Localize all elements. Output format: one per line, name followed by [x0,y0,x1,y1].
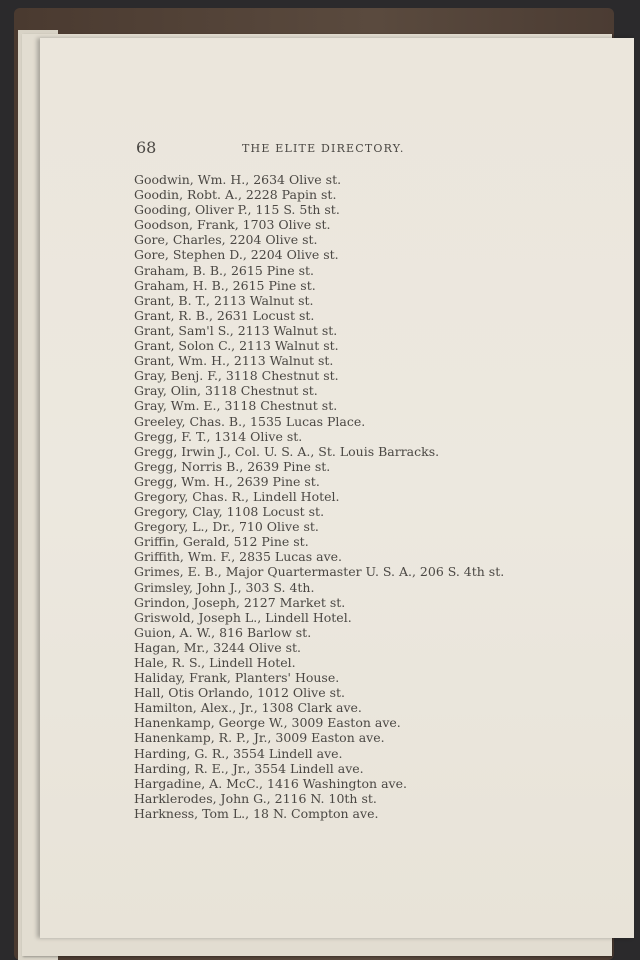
directory-entry: Gregory, L., Dr., 710 Olive st. [134,519,319,535]
directory-entry: Grant, Sam'l S., 2113 Walnut st. [134,322,338,338]
directory-entry: Hanenkamp, George W., 3009 Easton ave. [134,715,401,731]
directory-entry: Grimes, E. B., Major Quartermaster U. S. A., 206 S. 4th st. [134,564,505,580]
directory-entry: Hall, Otis Orlando, 1012 Olive st. [134,685,346,701]
directory-entry: Gregg, Norris B., 2639 Pine st. [134,458,331,474]
directory-entry: Guion, A. W., 816 Barlow st. [134,624,312,640]
directory-entry: Grindon, Joseph, 2127 Market st. [134,594,346,610]
directory-entry: Grant, R. B., 2631 Locust st. [134,307,315,323]
directory-entry: Hamilton, Alex., Jr., 1308 Clark ave. [134,700,362,716]
directory-entry: Haliday, Frank, Planters' House. [134,670,340,686]
directory-entry: Grant, B. T., 2113 Walnut st. [134,292,314,308]
directory-entry: Hale, R. S., Lindell Hotel. [134,655,296,670]
directory-entry: Grimsley, John J., 303 S. 4th. [134,579,315,595]
directory-entry: Griffin, Gerald, 512 Pine st. [134,534,309,550]
directory-entry: Grant, Wm. H., 2113 Walnut st. [134,353,334,369]
directory-entry: Hargadine, A. McC., 1416 Washington ave. [134,775,407,791]
directory-entry: Hagan, Mr., 3244 Olive st. [134,639,301,655]
directory-entry: Harding, G. R., 3554 Lindell ave. [134,745,343,761]
directory-entry: Gooding, Oliver P., 115 S. 5th st. [134,202,340,218]
directory-entry: Greeley, Chas. B., 1535 Lucas Place. [134,413,366,429]
directory-entries [134,172,554,821]
directory-page [40,38,634,938]
directory-entry: Graham, B. B., 2615 Pine st. [134,262,314,278]
directory-entry: Griffith, Wm. F., 2835 Lucas ave. [134,549,343,565]
directory-entry: Gore, Stephen D., 2204 Olive st. [134,247,339,263]
directory-entry: Harding, R. E., Jr., 3554 Lindell ave. [134,760,364,776]
directory-entry: Gray, Wm. E., 3118 Chestnut st. [134,398,338,414]
directory-entry: Goodwin, Wm. H., 2634 Olive st. [134,172,342,187]
directory-entry: Goodin, Robt. A., 2228 Papin st. [134,187,337,203]
directory-entry: Gregg, Wm. H., 2639 Pine st. [134,473,320,489]
directory-entry: Gregory, Chas. R., Lindell Hotel. [134,488,340,504]
directory-entry: Gore, Charles, 2204 Olive st. [134,232,318,248]
running-title: THE ELITE DIRECTORY. [242,142,405,155]
directory-entry: Gregg, F. T., 1314 Olive st. [134,428,303,444]
directory-entry: Hanenkamp, R. P., Jr., 3009 Easton ave. [134,730,385,746]
directory-entry: Griswold, Joseph L., Lindell Hotel. [134,609,352,625]
directory-entry: Harkness, Tom L., 18 N. Compton ave. [134,805,379,821]
directory-entry: Grant, Solon C., 2113 Walnut st. [134,338,339,354]
directory-entry: Gray, Olin, 3118 Chestnut st. [134,383,318,399]
directory-entry: Harklerodes, John G., 2116 N. 10th st. [134,790,377,806]
directory-entry: Gray, Benj. F., 3118 Chestnut st. [134,368,339,384]
directory-entry: Gregg, Irwin J., Col. U. S. A., St. Louis Barracks. [134,443,440,459]
directory-entry: Gregory, Clay, 1108 Locust st. [134,504,325,520]
page-number: 68 [136,138,157,157]
directory-entry: Graham, H. B., 2615 Pine st. [134,277,316,293]
directory-entry: Goodson, Frank, 1703 Olive st. [134,217,331,233]
